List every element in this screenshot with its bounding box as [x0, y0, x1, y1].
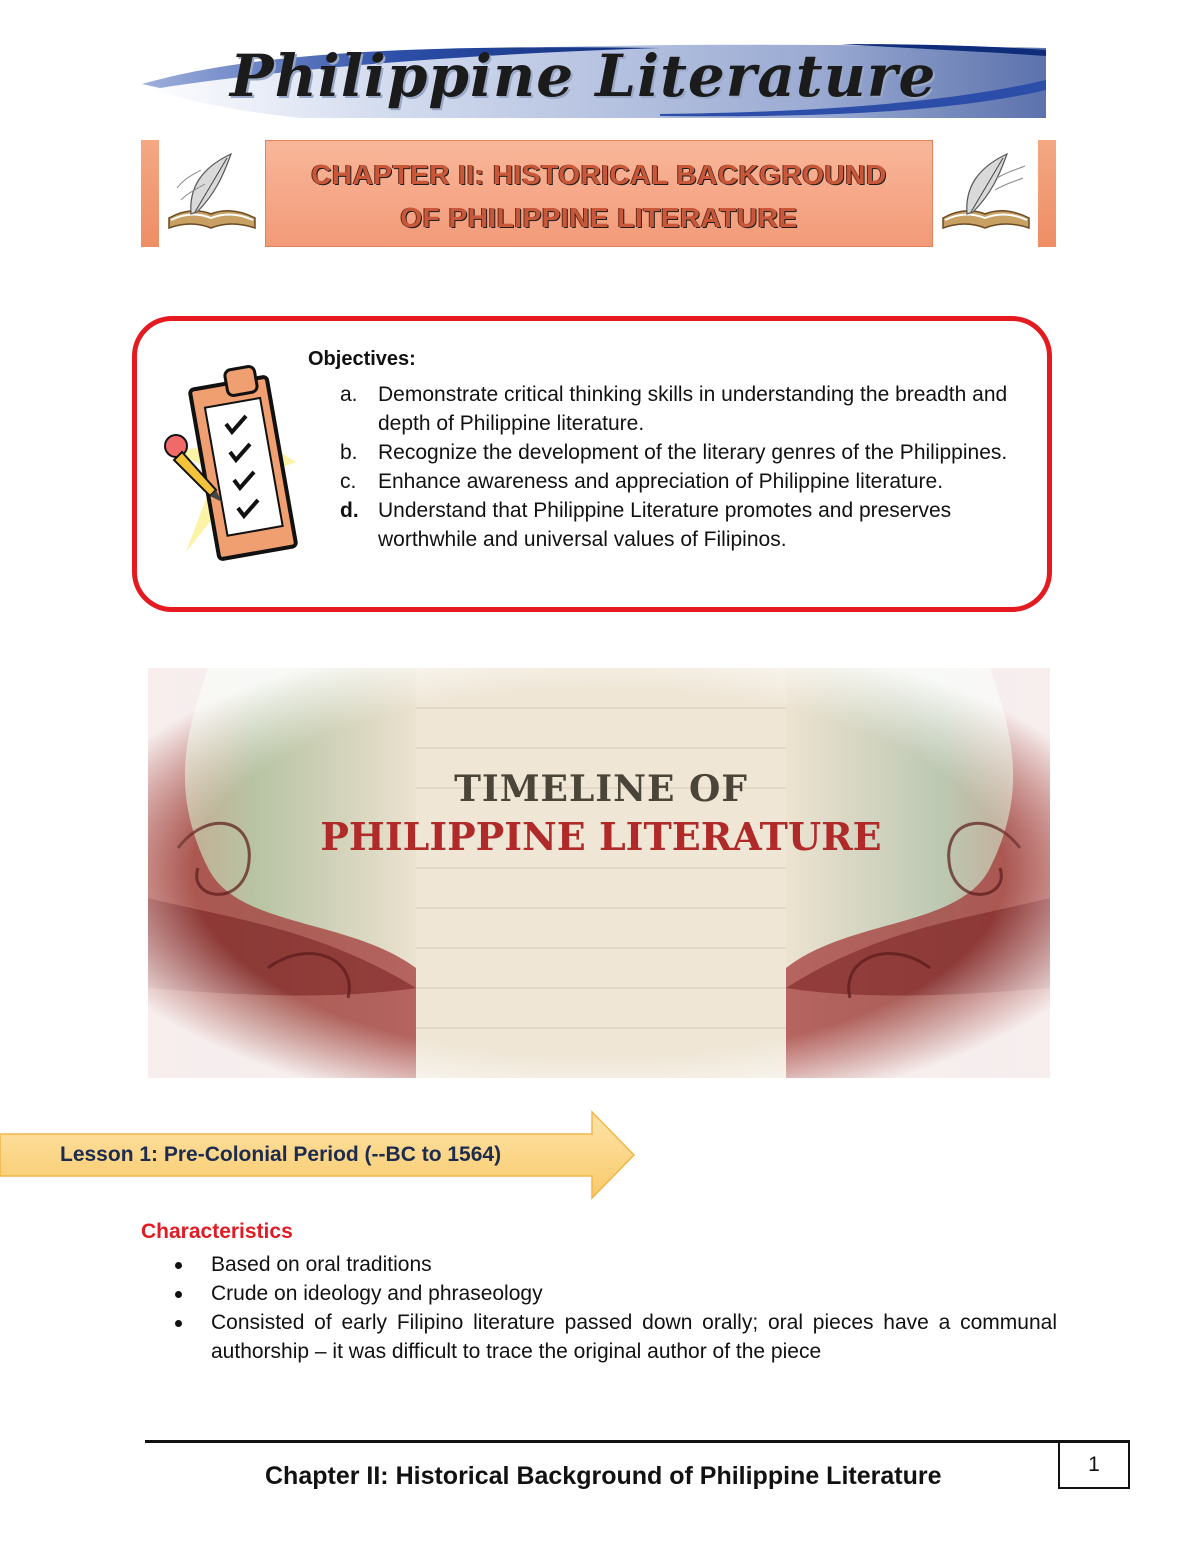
objective-text: Demonstrate critical thinking skills in understanding the breadth and depth of Philippine literature. [378, 383, 1008, 435]
clipboard-checklist-icon [156, 352, 302, 562]
chapter-title-line2: OF PHILIPPINE LITERATURE [400, 202, 798, 233]
objective-letter: a. [340, 383, 358, 406]
lesson-title: Lesson 1: Pre-Colonial Period (--BC to 1564) [60, 1143, 502, 1166]
list-item-text: Consisted of early Filipino literature passed down orally; oral pieces have a communal authorship – it was difficult to trace the original author of the piece [211, 1311, 1057, 1363]
page-number: 1 [1058, 1441, 1130, 1489]
chapter-title [266, 141, 932, 239]
footer-rule [145, 1440, 1130, 1443]
objective-item [340, 380, 1030, 438]
objective-letter: b. [340, 441, 358, 464]
objectives-heading: Objectives: [308, 348, 416, 370]
list-item-text: Crude on ideology and phraseology [211, 1282, 543, 1305]
objective-letter: c. [340, 470, 357, 493]
timeline-banner-image [148, 668, 1050, 1078]
objective-item [340, 496, 1030, 554]
chapter-header [141, 140, 1056, 247]
bullet-icon [175, 1262, 182, 1269]
quill-book-icon [161, 148, 261, 240]
banner-title: Philippine Literature [230, 42, 937, 110]
header-right-block [1038, 140, 1056, 247]
chapter-title-line1: CHAPTER II: HISTORICAL BACKGROUND [311, 159, 887, 190]
list-item [175, 1250, 1057, 1279]
footer-title: Chapter II: Historical Background of Philippine Literature [265, 1462, 942, 1490]
objective-text: Recognize the development of the literary genres of the Philippines. [378, 441, 1008, 464]
characteristics-heading: Characteristics [141, 1220, 293, 1243]
header-left-block [141, 140, 159, 247]
objective-item [340, 438, 1030, 467]
timeline-title-line2: PHILIPPINE LITERATURE [320, 814, 882, 859]
objective-text: Understand that Philippine Literature promotes and preserves worthwhile and universal values of Filipinos. [378, 499, 952, 551]
list-item-text: Based on oral traditions [211, 1253, 432, 1276]
quill-book-icon [937, 148, 1037, 240]
bullet-icon [175, 1320, 182, 1327]
list-item [175, 1279, 1057, 1308]
objective-text: Enhance awareness and appreciation of Philippine literature. [378, 470, 944, 493]
chapter-title-box [265, 140, 933, 247]
characteristics-list [175, 1250, 1057, 1366]
objective-letter: d. [340, 499, 359, 522]
list-item [175, 1308, 1057, 1366]
timeline-title-line1: TIMELINE OF [454, 768, 748, 810]
objective-item [340, 467, 1030, 496]
bullet-icon [175, 1291, 182, 1298]
objectives-list [340, 380, 1030, 554]
